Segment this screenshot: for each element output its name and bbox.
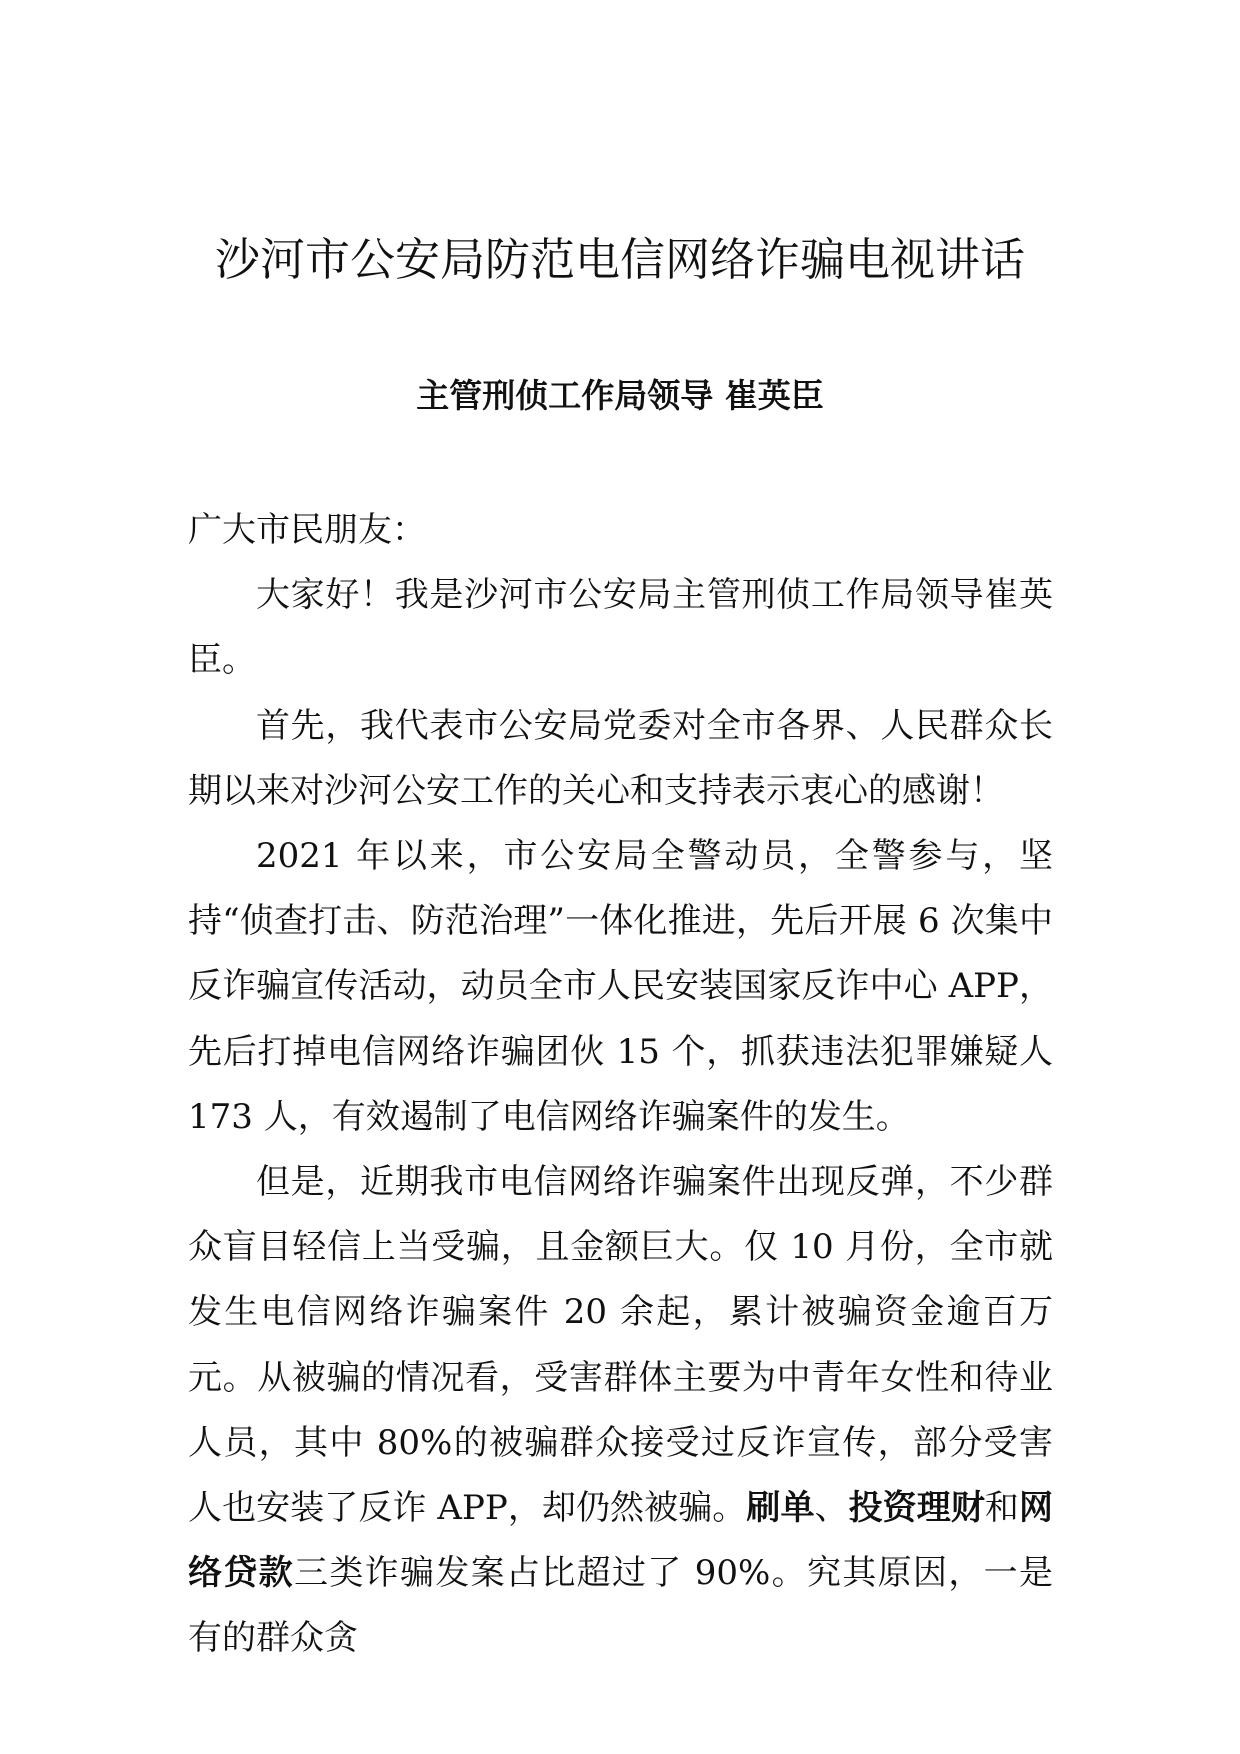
paragraph-thanks: 首先，我代表市公安局党委对全市各界、人民群众长期以来对沙河公安工作的关心和支持表示衷心的感谢！ <box>188 705 1053 811</box>
keyword-brushing-orders: 刷单 <box>746 1488 815 1529</box>
paragraph-achievements: 2021 年以来，市公安局全警动员，全警参与，坚持“侦查打击、防范治理”一体化推进，先后开展 6 次集中反诈骗宣传活动，动员全市人民安装国家反诈中心 APP，先后打掉电信网络诈骗团伙 15 个，抓获违法犯罪嫌疑人 173 人，有效遏制了电信网络诈骗案件的发生。 <box>188 836 1053 1137</box>
separator-and: 和 <box>984 1488 1019 1529</box>
paragraph-rebound <box>188 1150 1053 1672</box>
paragraph-rebound-text-1: 但是，近期我市电信网络诈骗案件出现反弹，不少群众盲目轻信上当受骗，且金额巨大。仅 10 月份，全市就发生电信网络诈骗案件 20 余起，累计被骗资金逾百万元。从被骗的情况看，受害群体主要为中青年女性和待业人员，其中 80%的被骗群众接受过反诈宣传，部分受害人也安装了反诈 APP，却仍然被骗。 <box>188 1162 1053 1529</box>
paragraph-greeting: 大家好！我是沙河市公安局主管刑侦工作局领导崔英臣。 <box>188 575 1053 681</box>
salutation: 广大市民朋友： <box>188 510 426 550</box>
paragraph-rebound-text-2: 三类诈骗发案占比超过了 90%。究其原因，一是有的群众贪 <box>188 1553 1053 1659</box>
separator-comma: 、 <box>814 1488 849 1529</box>
keyword-online-loans: 网络贷款 <box>188 1488 1053 1594</box>
document-title: 沙河市公安局防范电信网络诈骗电视讲话 <box>214 233 1025 286</box>
speaker-byline: 主管刑侦工作局领导 崔英臣 <box>416 376 824 415</box>
keyword-investment: 投资理财 <box>848 1488 985 1529</box>
speech-body <box>188 498 1053 1672</box>
